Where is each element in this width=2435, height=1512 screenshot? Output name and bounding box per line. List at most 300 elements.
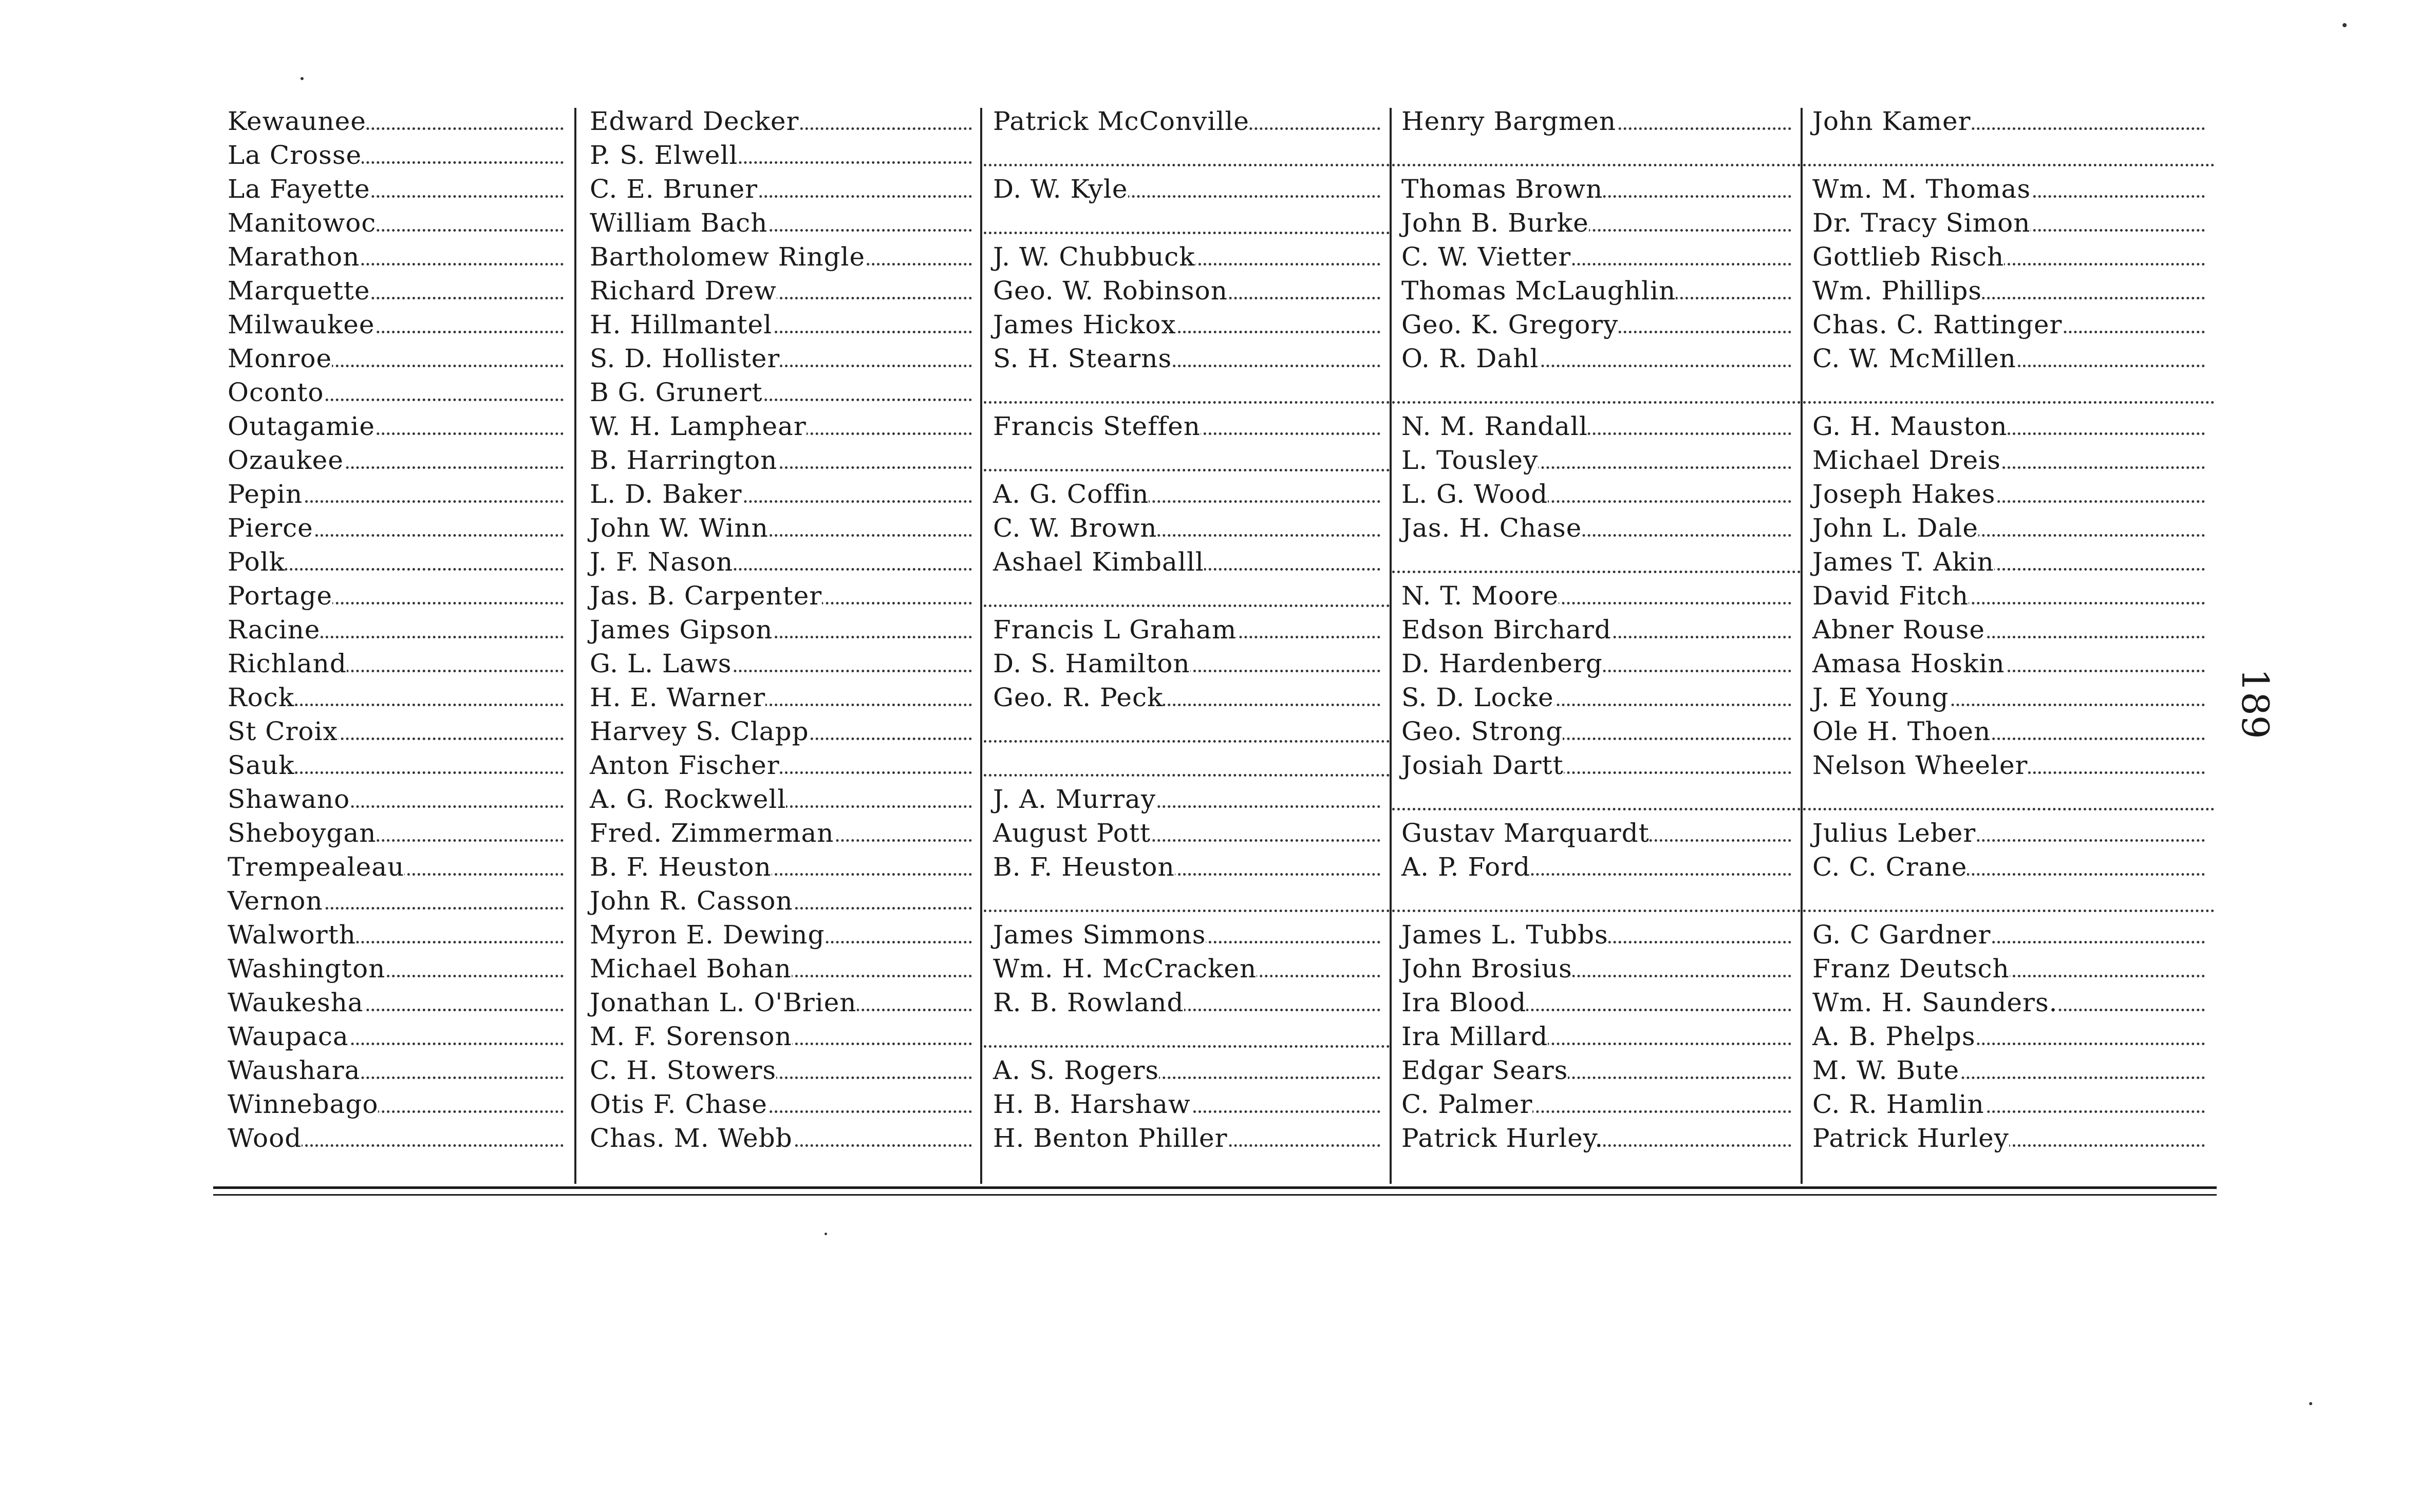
officer-name-text: James Simmons [984, 918, 1206, 952]
scan-speck [2309, 1402, 2312, 1405]
officer-name [1803, 918, 2214, 952]
officer-name-text: Wm. Phillips [1803, 274, 1982, 308]
officer-name [580, 172, 981, 206]
officer-name-text: C. W. Brown [984, 511, 1157, 545]
officer-name [1392, 579, 1801, 613]
officer-name [580, 613, 981, 647]
officer-name-text: Joseph Hakes [1803, 477, 1995, 511]
county-name-text: Outagamie [218, 409, 375, 443]
blank-entry [984, 138, 1390, 166]
county-name [218, 884, 573, 918]
county-name [218, 782, 573, 816]
officer-name [580, 748, 981, 782]
officer-name [580, 816, 981, 850]
officer-name-text: Abner Rouse [1803, 613, 1985, 647]
officer-name [1392, 511, 1801, 545]
officer-name [984, 782, 1390, 816]
county-name-text: Sheboygan [218, 816, 376, 850]
officer-name-text: A. S. Rogers [984, 1053, 1159, 1087]
column-divider [980, 108, 982, 1184]
officer-name [580, 1053, 981, 1087]
county-name-text: Manitowoc [218, 206, 376, 240]
county-name-text: Waupaca [218, 1019, 349, 1053]
officer-name [1803, 952, 2214, 986]
officer-name [1803, 1019, 2214, 1053]
officer-name [1392, 172, 1801, 206]
officer-name-text: L. Tousley [1392, 443, 1538, 477]
county-name [218, 104, 573, 138]
officer-name [1392, 409, 1801, 443]
county-name-text: St Croix [218, 714, 338, 748]
officer-name [984, 511, 1390, 545]
officer-name-text: Michael Dreis [1803, 443, 2001, 477]
officer-name [984, 647, 1390, 681]
officer-name-text: N. M. Randall [1392, 409, 1588, 443]
officer-name-text: Ashael Kimballl [984, 545, 1204, 579]
officer-name [580, 477, 981, 511]
table-bottom-rule [213, 1186, 2217, 1189]
county-name [218, 172, 573, 206]
officer-name-text: Thomas Brown [1392, 172, 1603, 206]
county-name-text: Ozaukee [218, 443, 344, 477]
officer-name-text: Myron E. Dewing [580, 918, 825, 952]
officer-name [580, 952, 981, 986]
county-name [218, 545, 573, 579]
blank-entry [1392, 138, 1801, 166]
officer-name [984, 342, 1390, 375]
officer-name-text: Julius Leber [1803, 816, 1976, 850]
officer-name [1803, 206, 2214, 240]
officer-name [1392, 850, 1801, 884]
county-name [218, 443, 573, 477]
county-name [218, 1121, 573, 1155]
officer-column-2 [984, 100, 1390, 1184]
officer-name [984, 409, 1390, 443]
county-name-text: Sauk [218, 748, 295, 782]
officer-name [580, 443, 981, 477]
officer-name [984, 172, 1390, 206]
county-name [218, 647, 573, 681]
county-name-text: Racine [218, 613, 320, 647]
county-name-text: Polk [218, 545, 285, 579]
officer-name-text: H. E. Warner [580, 681, 765, 714]
officer-name-text: H. Benton Philler [984, 1121, 1228, 1155]
county-name [218, 1053, 573, 1087]
officer-name-text: A. G. Rockwell [580, 782, 786, 816]
county-name [218, 240, 573, 274]
officer-name [1803, 274, 2214, 308]
county-name-text: Kewaunee [218, 104, 366, 138]
officer-name-text: Ole H. Thoen [1803, 714, 1991, 748]
county-name [218, 918, 573, 952]
officer-name-text: Wm. M. Thomas [1803, 172, 2031, 206]
officer-name [984, 104, 1390, 138]
officer-name [1803, 986, 2214, 1019]
officer-name-text: Wm. H. Saunders. [1803, 986, 2058, 1019]
officer-name [1803, 240, 2214, 274]
officer-name-text: O. R. Dahl [1392, 342, 1539, 375]
county-name-text: Monroe [218, 342, 332, 375]
officer-name [1803, 714, 2214, 748]
officer-name-text: John L. Dale [1803, 511, 1978, 545]
blank-entry [1803, 782, 2214, 810]
county-name [218, 206, 573, 240]
officer-name-text: C. C. Crane [1803, 850, 1967, 884]
officer-name-text: Gustav Marquardt [1392, 816, 1650, 850]
blank-entry [984, 884, 1390, 912]
officer-name [1392, 816, 1801, 850]
county-name-text: Wood [218, 1121, 302, 1155]
officer-name [1803, 409, 2214, 443]
officer-name-text: A. P. Ford [1392, 850, 1530, 884]
officer-name-text: Geo. R. Peck [984, 681, 1163, 714]
officer-name [580, 647, 981, 681]
officer-name [1392, 986, 1801, 1019]
officer-name-text: Francis L Graham [984, 613, 1237, 647]
officer-name-text: Patrick McConville [984, 104, 1249, 138]
officer-name-text: D. S. Hamilton [984, 647, 1190, 681]
officer-name-text: Jas. B. Carpenter [580, 579, 822, 613]
officer-name-text: B. F. Heuston [580, 850, 772, 884]
officer-name [1803, 1121, 2214, 1155]
officer-name [984, 308, 1390, 342]
officer-name [580, 918, 981, 952]
officer-name [1392, 240, 1801, 274]
officer-name [1803, 1053, 2214, 1087]
officer-name [1392, 443, 1801, 477]
officer-name-text: Otis F. Chase [580, 1087, 767, 1121]
officer-name-text: C. E. Bruner [580, 172, 758, 206]
officer-name [984, 681, 1390, 714]
officer-name-text: Geo. W. Robinson [984, 274, 1228, 308]
officer-name [1392, 613, 1801, 647]
officer-name [984, 477, 1390, 511]
officer-name-text: Thomas McLaughlin [1392, 274, 1676, 308]
scan-speck [301, 77, 304, 80]
county-name [218, 714, 573, 748]
officer-name-text: B G. Grunert [580, 375, 762, 409]
officer-name-text: Fred. Zimmerman [580, 816, 834, 850]
county-name-text: La Fayette [218, 172, 370, 206]
officer-name [984, 816, 1390, 850]
county-name [218, 681, 573, 714]
officer-name-text: S. D. Locke [1392, 681, 1554, 714]
officer-name-text: C. W. Vietter [1392, 240, 1571, 274]
officer-name-text: S. H. Stearns [984, 342, 1172, 375]
county-name [218, 816, 573, 850]
blank-entry [984, 748, 1390, 777]
blank-entry [1803, 375, 2214, 404]
scan-speck [2343, 23, 2347, 27]
officer-name-text: John Brosius [1392, 952, 1572, 986]
officer-name [580, 884, 981, 918]
officer-name [580, 274, 981, 308]
scan-speck [825, 1233, 827, 1235]
officer-name-text: Bartholomew Ringle [580, 240, 865, 274]
blank-entry [1392, 375, 1801, 404]
officer-name-text: Ira Millard [1392, 1019, 1548, 1053]
officer-name [580, 850, 981, 884]
officer-name-text: James L. Tubbs [1392, 918, 1608, 952]
county-name-text: Portage [218, 579, 332, 613]
officer-name-text: N. T. Moore [1392, 579, 1559, 613]
officer-name [580, 782, 981, 816]
county-name-text: Trempealeau [218, 850, 404, 884]
county-column [218, 100, 573, 1184]
blank-entry [1803, 138, 2214, 166]
officer-name-text: Geo. Strong [1392, 714, 1563, 748]
page-number: 189 [2234, 668, 2277, 739]
officer-name [580, 342, 981, 375]
officer-name-text: Edward Decker [580, 104, 799, 138]
blank-entry [1392, 884, 1801, 912]
county-name-text: Vernon [218, 884, 323, 918]
officer-name-text: C. Palmer [1392, 1087, 1532, 1121]
officer-name [984, 545, 1390, 579]
officer-name [580, 104, 981, 138]
officer-name-text: Geo. K. Gregory [1392, 308, 1618, 342]
officer-name-text: G. H. Mauston [1803, 409, 2008, 443]
officer-name [1392, 1121, 1801, 1155]
officer-name-text: Chas. M. Webb [580, 1121, 793, 1155]
blank-entry [984, 375, 1390, 404]
officer-name [1803, 511, 2214, 545]
county-name [218, 342, 573, 375]
county-name [218, 748, 573, 782]
blank-entry [984, 206, 1390, 234]
officer-name [580, 714, 981, 748]
officer-name [580, 206, 981, 240]
county-name [218, 308, 573, 342]
officer-name [1803, 647, 2214, 681]
officer-name [580, 375, 981, 409]
officer-column-3 [1392, 100, 1801, 1184]
officer-name-text: L. G. Wood [1392, 477, 1548, 511]
county-name-text: Marquette [218, 274, 370, 308]
county-name-text: Walworth [218, 918, 356, 952]
officer-name [984, 850, 1390, 884]
officer-name [984, 1053, 1390, 1087]
county-name [218, 138, 573, 172]
officer-name [1392, 308, 1801, 342]
county-name-text: La Crosse [218, 138, 362, 172]
table-bottom-rule-thin [213, 1194, 2217, 1196]
officer-name [1803, 104, 2214, 138]
county-name-text: Waukesha [218, 986, 364, 1019]
officer-name [984, 952, 1390, 986]
officer-name [1392, 918, 1801, 952]
officer-name-text: Jas. H. Chase [1392, 511, 1582, 545]
officer-name [1803, 443, 2214, 477]
officer-name [1392, 1019, 1801, 1053]
officer-name [1392, 748, 1801, 782]
officer-name [580, 1087, 981, 1121]
officer-column-1 [580, 100, 981, 1184]
officer-name [984, 1121, 1390, 1155]
column-divider [1801, 108, 1803, 1184]
officer-name [984, 918, 1390, 952]
officer-name-text: Nelson Wheeler [1803, 748, 2028, 782]
county-name-text: Milwaukee [218, 308, 374, 342]
officer-name [580, 1121, 981, 1155]
officer-name [984, 986, 1390, 1019]
officer-name-text: M. F. Sorenson [580, 1019, 792, 1053]
officer-name-text: Anton Fischer [580, 748, 780, 782]
officer-name [580, 579, 981, 613]
officer-name-text: Francis Steffen [984, 409, 1201, 443]
officer-name-text: J. F. Nason [580, 545, 733, 579]
officer-name-text: M. W. Bute [1803, 1053, 1959, 1087]
officer-name-text: Patrick Hurley [1803, 1121, 2009, 1155]
officer-name-text: Henry Bargmen [1392, 104, 1616, 138]
officer-name [580, 409, 981, 443]
county-name-text: Pepin [218, 477, 303, 511]
officer-name-text: August Pott [984, 816, 1151, 850]
officer-name [580, 511, 981, 545]
officer-name [1803, 681, 2214, 714]
column-divider [574, 108, 576, 1184]
officer-name-text: Edson Birchard [1392, 613, 1612, 647]
county-name-text: Marathon [218, 240, 360, 274]
officer-name [1392, 274, 1801, 308]
blank-entry [984, 714, 1390, 743]
officer-name-text: William Bach [580, 206, 767, 240]
county-name [218, 511, 573, 545]
officer-name-text: C. W. McMillen [1803, 342, 2016, 375]
officers-table [218, 100, 2217, 1189]
officer-name [984, 274, 1390, 308]
officer-name-text: Franz Deutsch [1803, 952, 2010, 986]
officer-name [1392, 952, 1801, 986]
officer-name [1803, 1087, 2214, 1121]
officer-name [580, 986, 981, 1019]
officer-name [1803, 342, 2214, 375]
officer-name [580, 240, 981, 274]
officer-name-text: G. C Gardner [1803, 918, 1991, 952]
officer-name-text: P. S. Elwell [580, 138, 738, 172]
officer-name-text: H. B. Harshaw [984, 1087, 1191, 1121]
officer-name [1803, 308, 2214, 342]
blank-entry [984, 579, 1390, 607]
officer-name-text: C. H. Stowers [580, 1053, 776, 1087]
officer-name [1803, 579, 2214, 613]
officer-name-text: Michael Bohan [580, 952, 792, 986]
officer-name [1392, 1087, 1801, 1121]
blank-entry [1392, 545, 1801, 573]
officer-name [1392, 342, 1801, 375]
officer-name [1392, 104, 1801, 138]
officer-name-text: Richard Drew [580, 274, 777, 308]
officer-name-text: D. W. Kyle [984, 172, 1128, 206]
officer-name-text: H. Hillmantel [580, 308, 772, 342]
officer-name-text: James T. Akin [1803, 545, 1994, 579]
officer-name-text: A. G. Coffin [984, 477, 1149, 511]
officer-name-text: Ira Blood [1392, 986, 1526, 1019]
county-name [218, 850, 573, 884]
county-name [218, 1087, 573, 1121]
officer-name-text: Patrick Hurley. [1392, 1121, 1603, 1155]
county-name [218, 613, 573, 647]
officer-name [580, 138, 981, 172]
officer-name-text: John R. Casson [580, 884, 793, 918]
blank-entry [984, 1019, 1390, 1048]
officer-name-text: G. L. Laws [580, 647, 732, 681]
county-name [218, 375, 573, 409]
county-name [218, 986, 573, 1019]
officer-name [1803, 172, 2214, 206]
officer-name [1803, 477, 2214, 511]
officer-name [1392, 647, 1801, 681]
county-name-text: Shawano [218, 782, 350, 816]
officer-name [580, 545, 981, 579]
officer-name-text: Jonathan L. O'Brien [580, 986, 857, 1019]
officer-name-text: D. Hardenberg [1392, 647, 1603, 681]
county-name [218, 1019, 573, 1053]
officer-name-text: Amasa Hoskin [1803, 647, 2005, 681]
officer-name-text: Josiah Dartt [1392, 748, 1564, 782]
officer-name-text: L. D. Baker [580, 477, 742, 511]
officer-name-text: Harvey S. Clapp [580, 714, 809, 748]
county-name-text: Rock [218, 681, 294, 714]
officer-name-text: W. H. Lamphear [580, 409, 807, 443]
county-name [218, 952, 573, 986]
blank-entry [1803, 884, 2214, 912]
officer-name [1392, 714, 1801, 748]
county-name-text: Waushara [218, 1053, 360, 1087]
officer-name [1392, 1053, 1801, 1087]
officer-name [580, 1019, 981, 1053]
officer-name-text: Gottlieb Risch [1803, 240, 2004, 274]
officer-name-text: John Kamer [1803, 104, 1971, 138]
county-name-text: Oconto [218, 375, 324, 409]
officer-name-text: A. B. Phelps [1803, 1019, 1976, 1053]
officer-name-text: R. B. Rowland [984, 986, 1184, 1019]
officer-name-text: Chas. C. Rattinger [1803, 308, 2062, 342]
county-name [218, 579, 573, 613]
county-name-text: Pierce [218, 511, 313, 545]
officer-name-text: B. Harrington [580, 443, 777, 477]
county-name [218, 409, 573, 443]
county-name [218, 477, 573, 511]
officer-name [1803, 850, 2214, 884]
officer-name-text: Dr. Tracy Simon [1803, 206, 2030, 240]
officer-name [1803, 748, 2214, 782]
officer-name [1803, 545, 2214, 579]
officer-name [984, 613, 1390, 647]
officer-name-text: James Hickox [984, 308, 1176, 342]
officer-name [1392, 206, 1801, 240]
officer-name-text: Edgar Sears [1392, 1053, 1568, 1087]
county-name-text: Washington [218, 952, 385, 986]
county-name [218, 274, 573, 308]
officer-name-text: C. R. Hamlin [1803, 1087, 1984, 1121]
officer-name-text: James Gipson [580, 613, 773, 647]
officer-name-text: J. A. Murray [984, 782, 1156, 816]
officer-name [580, 681, 981, 714]
officer-name-text: J. E Young [1803, 681, 1949, 714]
officer-name-text: Wm. H. McCracken [984, 952, 1257, 986]
officer-name [1392, 681, 1801, 714]
officer-name-text: John B. Burke [1392, 206, 1589, 240]
blank-entry [1392, 782, 1801, 810]
officer-name [984, 1087, 1390, 1121]
county-name-text: Winnebago [218, 1087, 378, 1121]
officer-column-4 [1803, 100, 2214, 1184]
officer-name-text: S. D. Hollister [580, 342, 780, 375]
blank-entry [984, 443, 1390, 471]
officer-name-text: B. F. Heuston [984, 850, 1175, 884]
county-name-text: Richland [218, 647, 347, 681]
